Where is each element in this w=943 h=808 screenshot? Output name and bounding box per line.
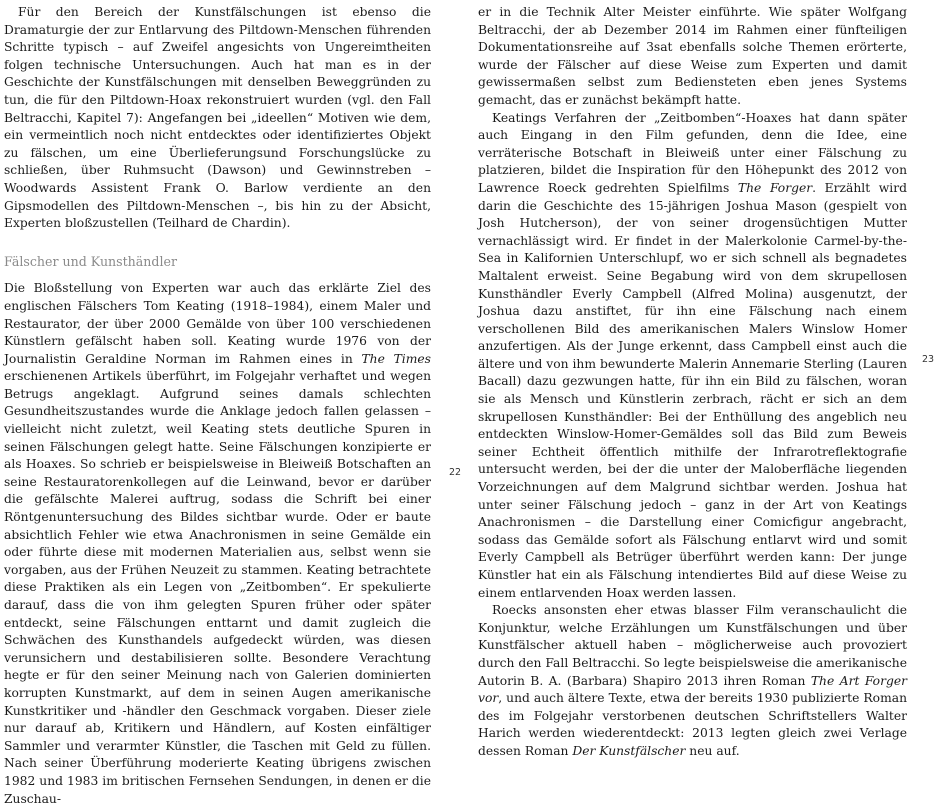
right-paragraph-2 <box>478 110 907 603</box>
right-paragraph-1: er in die Technik Alter Meister einführte. Wie später Wolfgang Beltracchi, der ab Dezember 2014 im Rahmen einer fünfteiligen Dokumentationsreihe auf 3sat ebenfalls solche Themen erörterte, wurde der Fälscher auf diese Weise zum Experten und damit gewissermaßen selbst zum Bediensteten eben jenes Systems gemacht, das er zunächst bekämpft hatte. <box>478 5 907 107</box>
page-number-right: 23 <box>922 354 935 365</box>
title-the-times: The Times <box>361 351 431 366</box>
left-paragraph-2-text-b: erschienenen Artikels überführt, im Folgejahr verhaftet und wegen Betrugs angeklagt. Aufgrund seines damals schlechten Gesundheitszustandes wurde die Anklage jedoch fallen gelassen – vielleicht nicht zuletzt, weil Keating stets deutliche Spuren in seinen Fälschungen gelegt hatte. Seine Fälschungen konzipierte er als Hoaxes. So schrieb er beispielsweise in Bleiweiß Botschaften an seine Restauratorenkollegen auf die Leinwand, bevor er darüber die gefälschte Malerei auftrug, sodass die Schrift bei einer Röntgenuntersuchung des Bildes sichtbar wurde. Oder er baute absichtlich Fehler wie etwa Anachronismen in seine Gemälde ein oder führte diese mit modernen Materialien aus, selbst wenn sie vorgaben, aus der Frühen Neuzeit zu stammen. Keating betrachtete diese Praktiken als ein Legen von „Zeitbomben“. Er spekulierte darauf, dass die von ihm gelegten Spuren früher oder später entdeckt, seine Fälschungen enttarnt und damit zugleich die Schwächen des Kunsthandels aufgedeckt würden, was diesen verunsichern und destabilisieren sollte. Besondere Verachtung hegte er für den seiner Meinung nach von Galerien dominierten korrupten Kunstmarkt, auf dem in seinen Augen amerikanische Kunstkritiker und -händler den Geschmack vorgaben. Dieser ziele nur darauf ab, Kritikern und Händlern, auf Kosten einfältiger Sammler und verarmter Künstler, die Taschen mit Geld zu füllen. Nach seiner Überführung moderierte Keating übrigens zwischen 1982 und 1983 im britischen Fernsehen Sendungen, in denen er die Zuschau- <box>4 369 431 806</box>
title-the-art-forger: The Art Forger vor <box>478 673 907 706</box>
right-paragraph-3-text-a: Roecks ansonsten eher etwas blasser Film veranschaulicht die Konjunktur, welche Erzählungen um Kunstfälschungen und über Kunstfälscher aktuell haben – möglicherweise auch provoziert durch den Fall Beltracchi. So legte beispielsweise die amerikanische Autorin B. A. (Barbara) Shapiro 2013 ihren Roman <box>478 603 908 688</box>
left-paragraph-2 <box>4 280 431 808</box>
right-page <box>478 0 907 761</box>
right-paragraph-3-text-b: , und auch ältere Texte, etwa der bereits 1930 publizierte Roman des im Folgejahr verstorbenen deutschen Schriftstellers Walter Harich werden wiederentdeckt: 2013 legten gleich zwei Verlage dessen Roman <box>478 691 907 758</box>
right-paragraph-3 <box>478 602 907 760</box>
title-the-forger: The Forger <box>737 180 813 195</box>
section-heading: Fälscher und Kunsthändler <box>4 253 177 269</box>
left-paragraph-1: Für den Bereich der Kunstfälschungen ist ebenso die Dramaturgie der zur Entlarvung des Piltdown-Menschen führenden Schritte typisch – auf Zweifel angesichts von Ungereimtheiten folgen technische Untersuchungen. Auch hat man es in der Geschichte der Kunstfälschungen mit denselben Beweggründen zu tun, die für den Piltdown-Hoax rekonstruiert wurden (vgl. den Fall Beltracchi, Kapitel 7): Angefangen bei „ideellen“ Motiven wie dem, ein vermeintlich noch nicht entdecktes oder identifiziertes Objekt zu fälschen, um eine Überlieferungsund Forschungslücke zu schließen, über Ruhmsucht (Dawson) und Gewinnstreben – Woodwards Assistent Frank O. Barlow verdiente an den Gipsmodellen des Piltdown-Menschen –, bis hin zu der Absicht, Experten bloßzustellen (Teilhard de Chardin). <box>4 5 431 231</box>
left-page <box>4 0 431 808</box>
right-paragraph-2-text-b: . Erzählt wird darin die Geschichte des 15-jährigen Joshua Mason (gespielt von Josh Hutcherson), der von seiner drogensüchtigen Mutter vernachlässigt wird. Er findet in der Malerkolonie Carmel-by-the-Sea in Kalifornien Unterschlupf, wo er sich schnell als begnadetes Maltalent erweist. Seine Begabung wird von dem skrupellosen Kunsthändler Everly Campbell (Alfred Molina) ausgenutzt, der Joshua dazu anstiftet, für ihn eine Fälschung nach einem verschollenen Bild des amerikanischen Malers Winslow Homer anzufertigen. Als der Junge erkennt, dass Campbell einst auch die ältere und von ihm bewunderte Malerin Annemarie Sterling (Lauren Bacall) dazu gezwungen hatte, für ihn ein Bild zu fälschen, woran sie als Mensch und Künstlerin zerbrach, rächt er sich an dem skrupellosen Kunsthändler: Bei der Enthüllung des angeblich neu entdeckten Winslow-Homer-Gemäldes soll das Bild zum Beweis seiner Echtheit öffentlich mithilfe der Infrarotreflektografie untersucht werden, bei der die unter der Maloberfläche liegenden Vorzeichnungen auf dem Malgrund sichtbar werden. Joshua hat unter seiner Fälschung jedoch – ganz in der Art von Keatings Anachronismen – die Darstellung einer Comicfigur angebracht, sodass das Gemälde sofort als Fälschung entlarvt wird und somit Everly Campbell als Betrüger überführt werden kann: Der junge Künstler hat ein als Fälschung intendiertes Bild auf diese Weise zu einem entlarvenden Hoax werden lassen. <box>478 180 907 600</box>
page-number-left: 22 <box>449 467 462 478</box>
left-paragraph-2-text-a: Die Bloßstellung von Experten war auch das erklärte Ziel des englischen Fälschers Tom Keating (1918–1984), einem Maler und Restaurator, der über 2000 Gemälde von über 100 verschiedenen Künstlern gefälscht haben soll. Keating wurde 1976 von der Journalistin Geraldine Norman im Rahmen eines in <box>4 281 431 366</box>
right-paragraph-3-text-c: neu auf. <box>685 743 740 758</box>
title-der-kunstfaelscher: Der Kunstfälscher <box>572 743 686 758</box>
right-paragraph-2-text-a: Keatings Verfahren der „Zeitbomben“-Hoaxes hat dann später auch Eingang in den Film gefunden, denn die Idee, eine verräterische Botschaft in Bleiweiß unter einer Fälschung zu platzieren, bildet die Inspiration für den Höhepunkt des 2012 von Lawrence Roeck gedrehten Spielfilms <box>478 110 907 195</box>
